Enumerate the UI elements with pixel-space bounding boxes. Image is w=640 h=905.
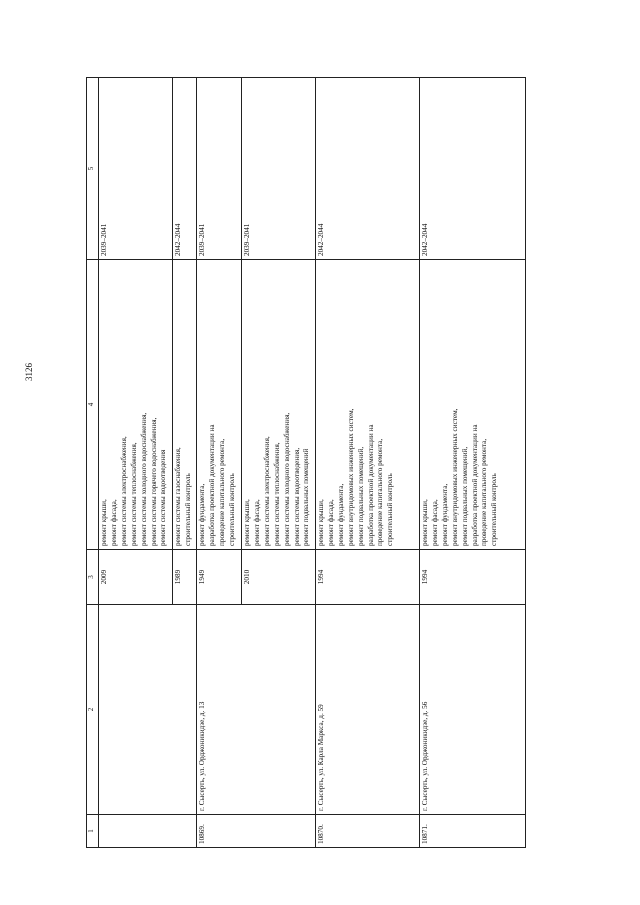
work-item: строительный контроль xyxy=(386,473,395,546)
row-works xyxy=(99,260,173,550)
work-item: строительный контроль xyxy=(227,473,236,546)
row-year: 1994 xyxy=(420,550,526,605)
table-row xyxy=(420,78,526,848)
work-item: ремонт подвальных помещений, xyxy=(356,446,365,546)
row-address xyxy=(99,605,197,815)
work-item: разработка проектной документации на xyxy=(207,424,216,546)
work-item: ремонт подвальных помещений, xyxy=(460,446,469,546)
work-item: ремонт системы водоотведения xyxy=(159,449,168,546)
work-item: ремонт фундамента, xyxy=(440,483,449,546)
work-item: ремонт крыши, xyxy=(317,499,325,546)
table-row xyxy=(316,78,420,848)
row-period: 2042–2044 xyxy=(173,78,197,260)
repair-schedule-table xyxy=(86,77,526,848)
row-year: 1994 xyxy=(316,550,420,605)
row-year: 1989 xyxy=(173,550,197,605)
row-year: 2010 xyxy=(242,550,316,605)
row-address: г. Сысерть, ул. Орджоникидзе, д. 56 xyxy=(420,605,526,815)
work-item: ремонт системы газоснабжения, xyxy=(174,447,182,546)
table-row xyxy=(99,78,173,848)
work-item: проведение капитального ремонта, xyxy=(217,438,226,546)
table-row xyxy=(197,78,242,848)
page-number: 3126 xyxy=(24,363,34,381)
header-cell: 4 xyxy=(87,260,99,550)
work-item: строительный контроль xyxy=(490,473,499,546)
row-works xyxy=(197,260,242,550)
work-item: ремонт системы электроснабжения, xyxy=(119,436,128,546)
work-item: ремонт системы теплоснабжения, xyxy=(272,442,281,546)
work-item: ремонт системы холодного водоснабжения, xyxy=(139,412,148,546)
row-period: 2039–2041 xyxy=(197,78,242,260)
row-works xyxy=(173,260,197,550)
work-item: ремонт подвальных помещений xyxy=(302,448,311,546)
work-item: ремонт фасада, xyxy=(252,499,261,546)
header-cell: 2 xyxy=(87,605,99,815)
row-period: 2042–2044 xyxy=(420,78,526,260)
work-item: ремонт фундамента, xyxy=(198,483,206,546)
work-item: ремонт системы теплоснабжения, xyxy=(129,442,138,546)
work-item: ремонт системы водоотведения, xyxy=(292,447,301,546)
row-works xyxy=(420,260,526,550)
work-item: ремонт системы горячего водоснабжения, xyxy=(149,417,158,546)
work-item: ремонт системы электроснабжения, xyxy=(262,436,271,546)
rotated-table-container xyxy=(86,78,532,848)
work-item: ремонт системы холодного водоснабжения, xyxy=(282,412,291,546)
header-cell: 1 xyxy=(87,815,99,848)
work-item: проведение капитального ремонта, xyxy=(480,438,489,546)
row-period: 2042–2044 xyxy=(316,78,420,260)
row-year: 1949 xyxy=(197,550,242,605)
work-item: ремонт фасада, xyxy=(326,499,335,546)
work-item: разработка проектной документации на xyxy=(470,424,479,546)
row-works xyxy=(242,260,316,550)
work-item: ремонт фундамента, xyxy=(336,483,345,546)
row-works xyxy=(316,260,420,550)
header-cell: 3 xyxy=(87,550,99,605)
row-number: 10871. xyxy=(420,815,526,848)
work-item: разработка проектной документации на xyxy=(366,424,375,546)
work-item: ремонт внутридомовых инженерных систем, xyxy=(450,408,459,546)
work-item: ремонт фасада, xyxy=(430,499,439,546)
row-period: 2039–2041 xyxy=(99,78,173,260)
work-item: строительный контроль xyxy=(183,473,192,546)
work-item: ремонт крыши, xyxy=(243,499,251,546)
row-year: 2009 xyxy=(99,550,173,605)
work-item: ремонт крыши, xyxy=(421,499,429,546)
row-number xyxy=(99,815,197,848)
row-period: 2039–2041 xyxy=(242,78,316,260)
work-item: ремонт внутридомовых инженерных систем, xyxy=(346,408,355,546)
row-address: г. Сысерть, ул. Орджоникидзе, д. 13 xyxy=(197,605,316,815)
work-item: проведение капитального ремонта, xyxy=(376,438,385,546)
work-item: ремонт фасада, xyxy=(109,499,118,546)
header-row xyxy=(87,78,99,848)
header-cell: 5 xyxy=(87,78,99,260)
work-item: ремонт крыши, xyxy=(100,499,108,546)
row-number: 10870. xyxy=(316,815,420,848)
row-address: г. Сысерть, ул. Карла Маркса, д. 59 xyxy=(316,605,420,815)
row-number: 10869. xyxy=(197,815,316,848)
